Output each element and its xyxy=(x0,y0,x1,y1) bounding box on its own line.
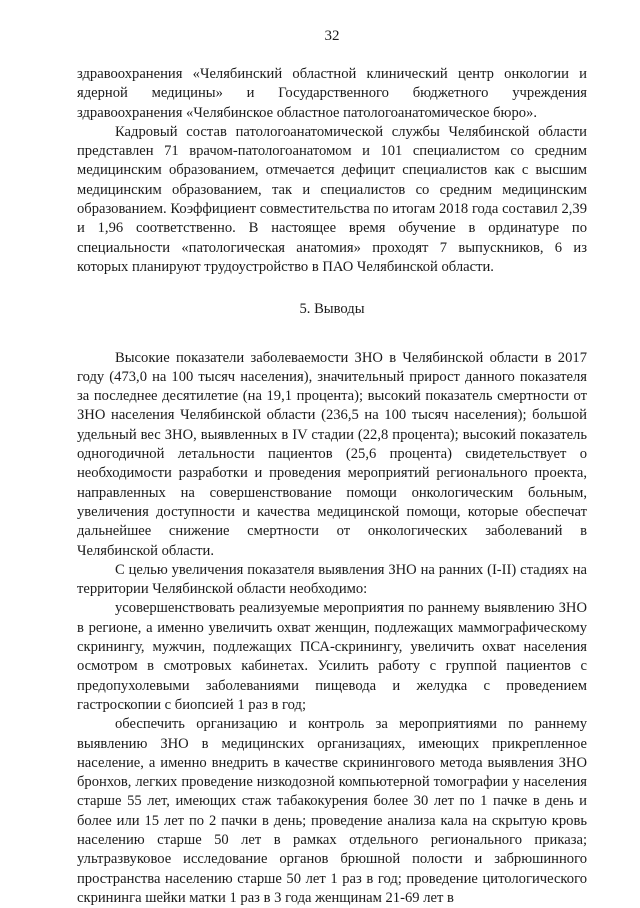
paragraph-incidence-indicators: Высокие показатели заболеваемости ЗНО в Челябинской области в 2017 году (473,0 на 100 тысяч населения), значительный прирост данного показателя за последнее десятилетие (на 19,1 процента); высокий показатель смертности от ЗНО населения Челябинской области (236,5 на 100 тысяч населения); большой удельный вес ЗНО, выявленных в IV стадии (22,8 процента); высокий показатель одногодичной летальности пациентов (25,6 процента) свидетельствует о необходимости разработки и проведения мероприятий регионального проекта, направленных на совершенствование помощи онкологическим больным, увеличения доступности и качества медицинской помощи, которые обеспечат дальнейшее снижение смертности от онкологических заболеваний в Челябинской области. xyxy=(77,349,587,559)
section-heading-conclusions: 5. Выводы xyxy=(299,301,365,318)
paragraph-screening-organization: обеспечить организацию и контроль за мероприятиями по раннему выявлению ЗНО в медицинских организациях, имеющих прикрепленное население, а именно внедрить в качестве скринингового метода выявления ЗНО бронхов, легких проведение низкодозной компьютерной томографии у населения старше 55 лет, имеющих стаж табакокурения более 30 лет по 1 пачке в день и более или 15 лет по 2 пачки в день; проведение анализа кала на скрытую кровь населению старше 50 лет в рамках отдельного регионального приказа; ультразвуковое исследование органов брюшной полости и забрюшинного пространства населению старше 50 лет 1 раз в год; проведение цитологического скрининга шейки матки 1 раз в 3 года женщинам 21-69 лет в xyxy=(77,716,587,906)
paragraph-screening-improvement: усовершенствовать реализуемые мероприятия по раннему выявлению ЗНО в регионе, а именно увеличить охват женщин, подлежащих маммографическому скринингу, мужчин, подлежащих ПСА-скринингу, увеличить охват населения осмотром в смотровых кабинетах. Усилить работу с группой пациентов с предопухолевыми заболеваниями пищевода и желудка с проведением гастроскопии с биопсией 1 раз в год; xyxy=(77,600,587,713)
paragraph-staffing: Кадровый состав патологоанатомической службы Челябинской области представлен 71 врачом-патологоанатомом и 101 специалистом со средним медицинским образованием, отмечается дефицит специалистов как с высшим медицинским образованием, так и специалистов со средним медицинским образованием. Коэффициент совместительства по итогам 2018 года составил 2,39 и 1,96 соответственно. В настоящее время обучение в ординатуре по специальности «патологическая анатомия» проходят 7 выпускников, 6 из которых планируют трудоустройство в ПАО Челябинской области. xyxy=(77,123,587,275)
document-page xyxy=(77,0,587,905)
paragraph-continued-institutions: здравоохранения «Челябинский областной клинический центр онкологии и ядерной медицины» и Государственного бюджетного учреждения здравоохранения «Челябинское областное патологоанатомическое бюро». xyxy=(77,66,587,121)
paragraph-early-detection-goal: С целью увеличения показателя выявления ЗНО на ранних (I-II) стадиях на территории Челябинской области необходимо: xyxy=(77,561,587,598)
page-number: 32 xyxy=(324,28,340,44)
document-body xyxy=(77,65,587,908)
